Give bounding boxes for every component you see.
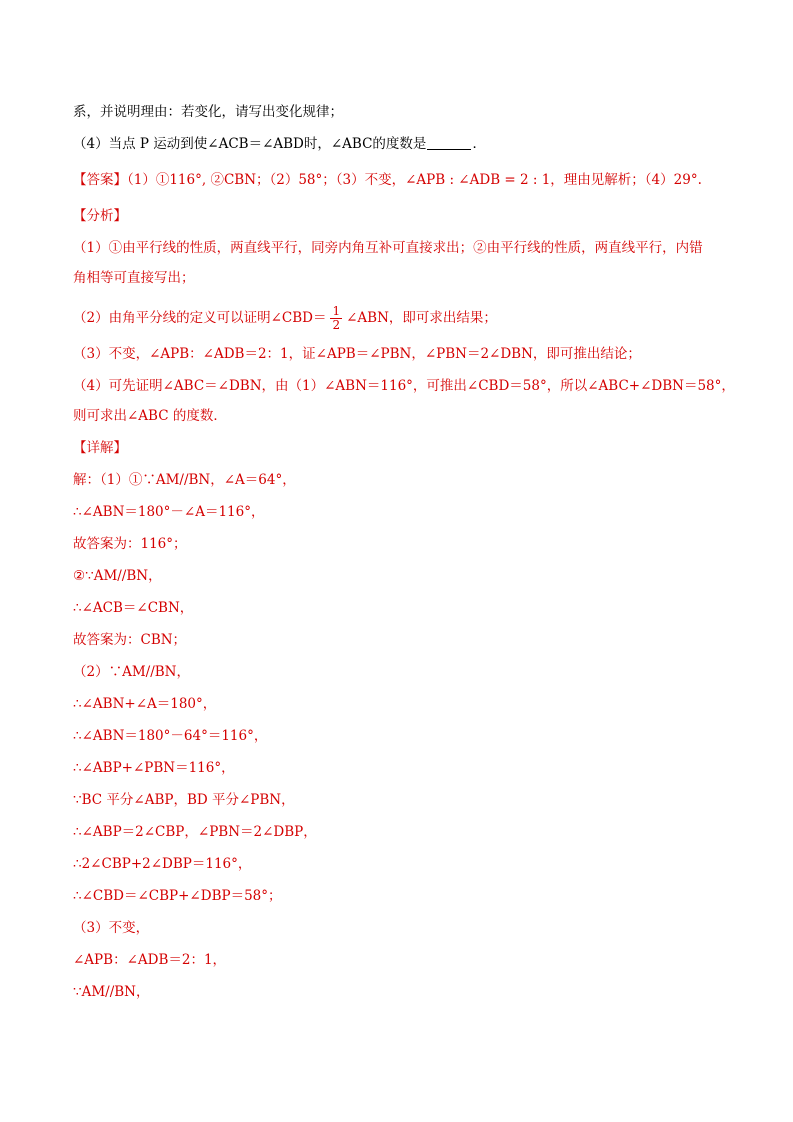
analysis-p1-line2: 角相等可直接写出； [73,270,195,286]
fraction-numerator: 1 [332,304,341,318]
detail-line: ∴∠CBD＝∠CBP+∠DBP＝58°； [73,888,282,904]
question-end: ． [472,136,486,152]
detail-line: 解：（1）①∵AM//BN，∠A＝64°， [73,472,296,488]
fraction-one-half [330,305,342,332]
detail-label: 【详解】 [73,440,127,456]
question-line-2 [73,134,486,154]
analysis-label: 【分析】 [73,208,127,224]
detail-line: （2）∵AM//BN， [73,664,190,680]
answer-blank [427,135,471,150]
detail-line: 故答案为：CBN； [73,632,187,648]
analysis-p4-line2: 则可求出∠ABC 的度数． [73,408,227,424]
answer-text: （1）①116°, ②CBN；（2）58°；（3）不变，∠APB : ∠ADB = 2 : 1，理由见解析；（4）29°. [127,172,702,188]
detail-line: ∴∠ABP＝2∠CBP，∠PBN＝2∠DBP， [73,824,317,840]
detail-line: ∠APB：∠ADB＝2：1， [73,952,227,968]
detail-line: ②∵AM//BN， [73,568,162,584]
detail-line: ∴∠ABN＝180°－64°＝116°， [73,728,268,744]
detail-line: （3）不变， [73,920,150,936]
detail-line: ∴∠ABP+∠PBN＝116°， [73,760,235,776]
analysis-p3: （3）不变，∠APB：∠ADB＝2：1，证∠APB＝∠PBN，∠PBN＝2∠DBN，即可推出结论； [73,346,641,362]
detail-line: ∴2∠CBP+2∠DBP＝116°， [73,856,252,872]
analysis-p2-text-a: （2）由角平分线的定义可以证明∠CBD＝ [73,310,327,326]
question-line-1: 系，并说明理由：若变化，请写出变化规律； [73,104,343,120]
answer-label: 【答案】 [73,172,127,188]
detail-line: ∵AM//BN， [73,984,150,1000]
detail-line: ∵BC 平分∠ABP，BD 平分∠PBN， [73,792,295,808]
detail-line: ∴∠ABN+∠A＝180°， [73,696,217,712]
analysis-p2-text-b: ∠ABN，即可求出结果； [346,310,497,326]
question-text: （4）当点 P 运动到使∠ACB＝∠ABD时，∠ABC的度数是 [73,136,427,152]
analysis-p2 [73,300,497,336]
analysis-p1-line1: （1）①由平行线的性质，两直线平行，同旁内角互补可直接求出；②由平行线的性质，两直线平行，内错 [73,240,703,256]
detail-line: ∴∠ABN＝180°－∠A＝116°， [73,504,265,520]
fraction-denominator: 2 [332,318,341,332]
detail-line: ∴∠ACB＝∠CBN， [73,600,194,616]
answer-line [73,170,702,190]
analysis-p4-line1: （4）可先证明∠ABC＝∠DBN，由（1）∠ABN＝116°，可推出∠CBD＝58°，所以∠ABC+∠DBN＝58°， [73,378,735,394]
detail-line: 故答案为：116°； [73,536,187,552]
